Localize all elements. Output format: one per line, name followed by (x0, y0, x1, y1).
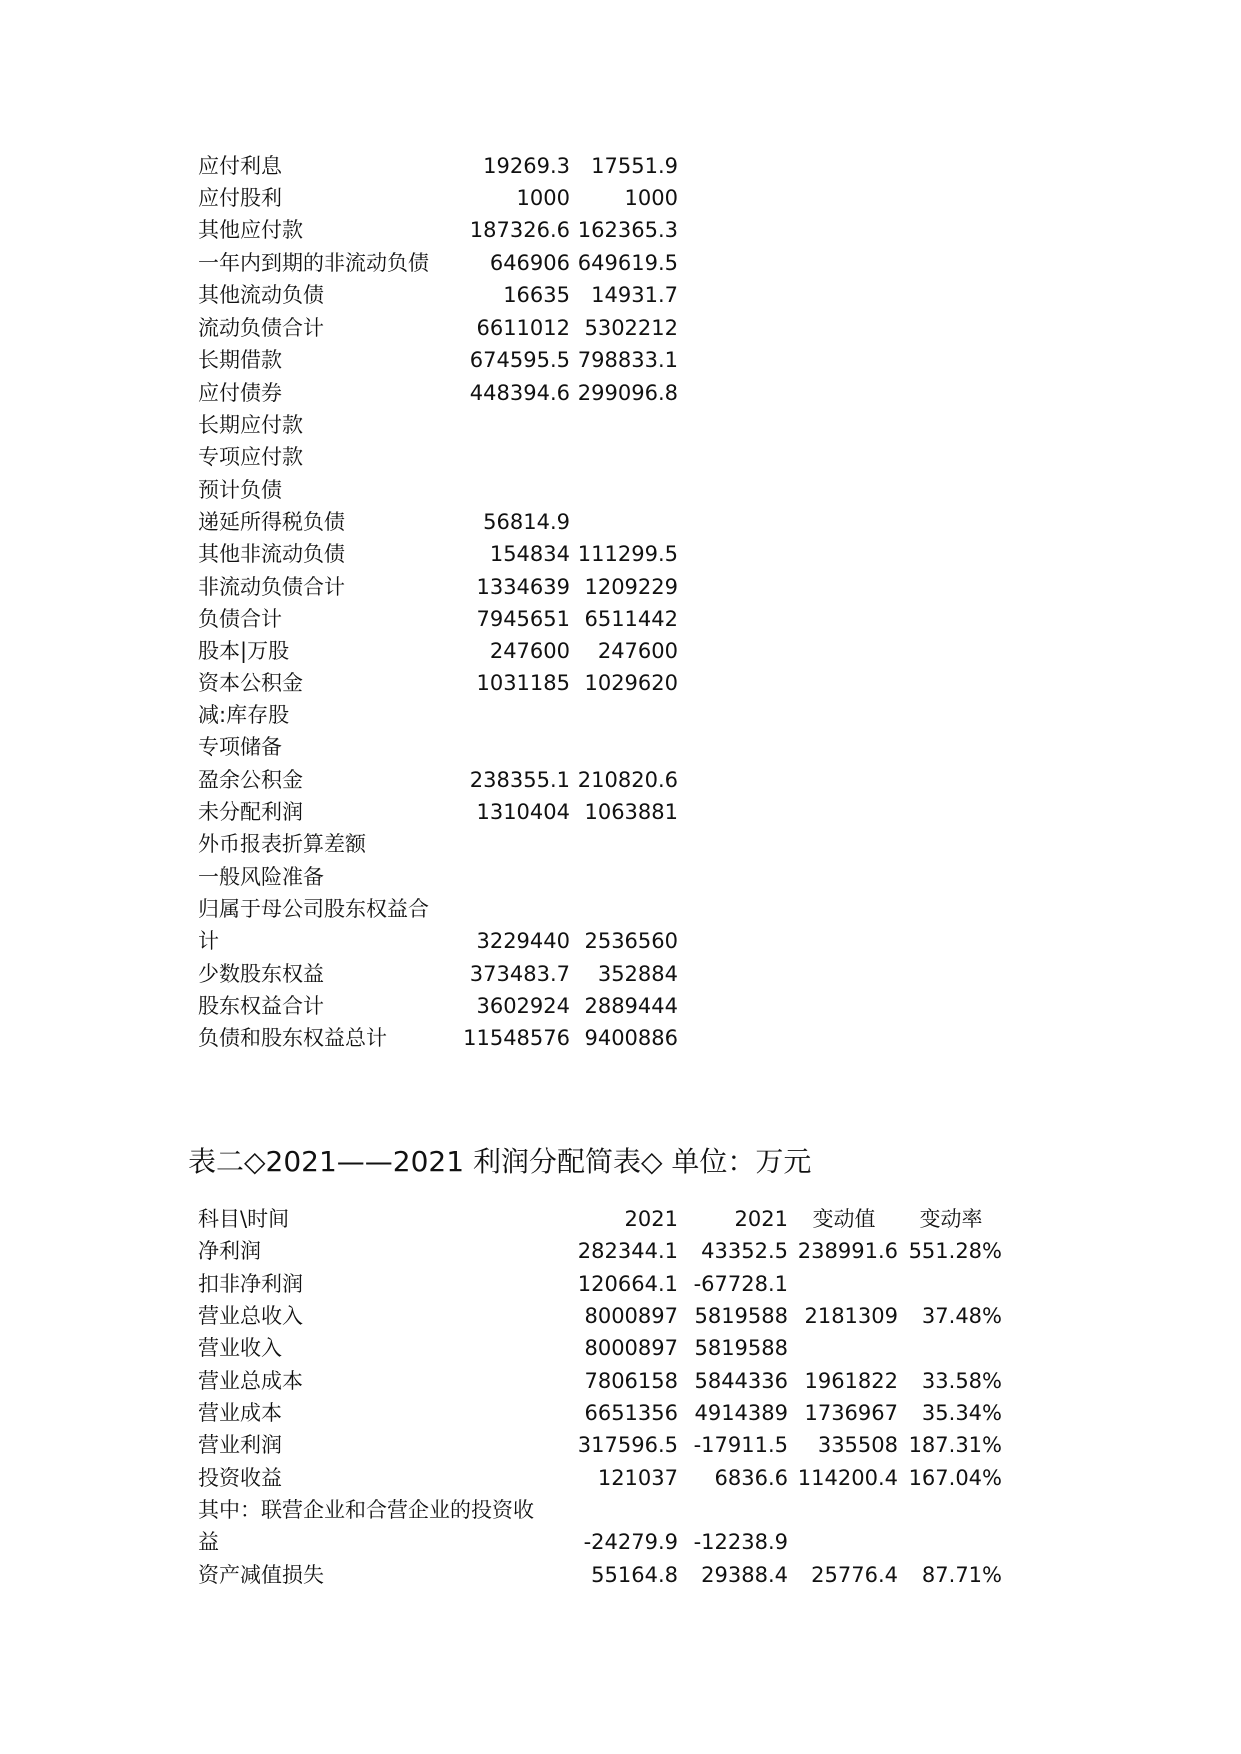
value-col2: 2536560 (584, 929, 678, 953)
table-row (0, 958, 1241, 990)
value-col1: 238355.1 (469, 768, 570, 792)
value-col2: 247600 (597, 639, 678, 663)
row-label: 一年内到期的非流动负债 (198, 251, 429, 275)
value-col1: 373483.7 (469, 962, 570, 986)
header-label: 科目\时间 (198, 1207, 290, 1231)
value-col1: 55164.8 (591, 1563, 678, 1587)
value-col1: 154834 (489, 542, 570, 566)
value-col4: 167.04% (908, 1466, 1002, 1490)
row-label: 长期应付款 (198, 413, 303, 437)
value-col1: 282344.1 (577, 1239, 678, 1263)
table-row (0, 1300, 1241, 1332)
row-label: 少数股东权益 (198, 962, 324, 986)
table-row (0, 667, 1241, 699)
value-col4: 87.71% (921, 1563, 1002, 1587)
value-col1: 8000897 (584, 1336, 678, 1360)
row-label: 预计负债 (198, 478, 282, 502)
table-row (0, 764, 1241, 796)
row-label: 应付利息 (198, 154, 282, 178)
value-col2: 798833.1 (577, 348, 678, 372)
value-col1: 16635 (503, 283, 570, 307)
table-header-row (0, 1203, 1241, 1235)
value-col1: 7806158 (584, 1369, 678, 1393)
value-col1: 646906 (489, 251, 570, 275)
table-row (0, 279, 1241, 311)
row-label: 一般风险准备 (198, 865, 324, 889)
table-row (0, 699, 1241, 731)
value-col2: 5844336 (694, 1369, 788, 1393)
row-label: 营业收入 (198, 1336, 282, 1360)
value-col4: 187.31% (908, 1433, 1002, 1457)
value-col2: 162365.3 (577, 218, 678, 242)
row-label: 长期借款 (198, 348, 282, 372)
value-col1: 1031185 (476, 671, 570, 695)
header-col3: 变动值 (812, 1207, 876, 1231)
row-label: 营业总成本 (198, 1369, 303, 1393)
value-col2: 1209229 (584, 575, 678, 599)
row-label: 营业成本 (198, 1401, 282, 1425)
value-col1: 7945651 (476, 607, 570, 631)
value-col2: 5302212 (584, 316, 678, 340)
value-col2: 111299.5 (577, 542, 678, 566)
value-col2: 5819588 (694, 1336, 788, 1360)
table-row (0, 150, 1241, 182)
table-row (0, 1022, 1241, 1054)
row-label: 外币报表折算差额 (198, 832, 366, 856)
row-label: 其他应付款 (198, 218, 303, 242)
value-col2: 9400886 (584, 1026, 678, 1050)
table-row (0, 1526, 1241, 1558)
value-col1: 247600 (489, 639, 570, 663)
table-row (0, 474, 1241, 506)
row-label: 其中：联营企业和合营企业的投资收 (198, 1498, 534, 1522)
value-col1: 6611012 (476, 316, 570, 340)
table-row (0, 861, 1241, 893)
row-label: 其他非流动负债 (198, 542, 345, 566)
value-col3: 114200.4 (797, 1466, 898, 1490)
row-label: 减:库存股 (198, 703, 290, 727)
table-row (0, 1235, 1241, 1267)
row-label: 盈余公积金 (198, 768, 303, 792)
value-col2: 352884 (597, 962, 678, 986)
table-row (0, 731, 1241, 763)
table-row (0, 828, 1241, 860)
value-col2: 1029620 (584, 671, 678, 695)
value-col3: 1961822 (804, 1369, 898, 1393)
value-col2: 6836.6 (714, 1466, 788, 1490)
value-col4: 35.34% (921, 1401, 1002, 1425)
value-col2: 649619.5 (577, 251, 678, 275)
row-label: 股本|万股 (198, 639, 290, 663)
value-col2: 299096.8 (577, 381, 678, 405)
row-label: 净利润 (198, 1239, 261, 1263)
value-col2: -12238.9 (693, 1530, 788, 1554)
table-row (0, 893, 1241, 925)
value-col3: 238991.6 (797, 1239, 898, 1263)
table-row (0, 377, 1241, 409)
value-col1: 1310404 (476, 800, 570, 824)
value-col4: 33.58% (921, 1369, 1002, 1393)
row-label: 股东权益合计 (198, 994, 324, 1018)
header-col4: 变动率 (919, 1207, 983, 1231)
value-col1: 56814.9 (483, 510, 570, 534)
table-row (0, 538, 1241, 570)
value-col1: 1000 (516, 186, 570, 210)
table-row (0, 441, 1241, 473)
header-col2: 2021 (734, 1207, 788, 1231)
value-col2: 43352.5 (701, 1239, 788, 1263)
row-label: 负债合计 (198, 607, 282, 631)
value-col1: 6651356 (584, 1401, 678, 1425)
row-label: 未分配利润 (198, 800, 303, 824)
row-label: 资产减值损失 (198, 1563, 324, 1587)
value-col1: 3229440 (476, 929, 570, 953)
table-row (0, 214, 1241, 246)
row-label: 应付股利 (198, 186, 282, 210)
table-row (0, 796, 1241, 828)
table-row (0, 312, 1241, 344)
value-col1: 317596.5 (577, 1433, 678, 1457)
value-col1: 3602924 (476, 994, 570, 1018)
table-row (0, 1429, 1241, 1461)
header-col1: 2021 (624, 1207, 678, 1231)
value-col3: 335508 (817, 1433, 898, 1457)
row-label: 益 (198, 1530, 219, 1554)
value-col1: 19269.3 (483, 154, 570, 178)
table-row (0, 571, 1241, 603)
value-col1: 121037 (597, 1466, 678, 1490)
table-row (0, 1494, 1241, 1526)
value-col2: 29388.4 (701, 1563, 788, 1587)
table-row (0, 247, 1241, 279)
row-label: 扣非净利润 (198, 1272, 303, 1296)
table-row (0, 182, 1241, 214)
row-label: 负债和股东权益总计 (198, 1026, 387, 1050)
value-col2: 1000 (624, 186, 678, 210)
value-col1: 187326.6 (469, 218, 570, 242)
table-row (0, 344, 1241, 376)
value-col2: 17551.9 (591, 154, 678, 178)
table-row (0, 1365, 1241, 1397)
value-col1: 448394.6 (469, 381, 570, 405)
value-col2: -17911.5 (693, 1433, 788, 1457)
value-col2: 4914389 (694, 1401, 788, 1425)
value-col4: 37.48% (921, 1304, 1002, 1328)
row-label: 营业总收入 (198, 1304, 303, 1328)
table-row (0, 1462, 1241, 1494)
row-label: 递延所得税负债 (198, 510, 345, 534)
value-col1: -24279.9 (583, 1530, 678, 1554)
value-col1: 11548576 (463, 1026, 570, 1050)
row-label: 营业利润 (198, 1433, 282, 1457)
table-row (0, 1559, 1241, 1591)
row-label: 专项储备 (198, 735, 282, 759)
row-label: 专项应付款 (198, 445, 303, 469)
value-col2: 6511442 (584, 607, 678, 631)
value-col1: 8000897 (584, 1304, 678, 1328)
table-row (0, 1268, 1241, 1300)
table-row (0, 409, 1241, 441)
value-col2: 2889444 (584, 994, 678, 1018)
table-row (0, 1397, 1241, 1429)
profit-table-title: 表二◇2021——2021 利润分配简表◇ 单位：万元 (188, 1145, 812, 1178)
value-col3: 25776.4 (811, 1563, 898, 1587)
row-label: 其他流动负债 (198, 283, 324, 307)
table-row (0, 925, 1241, 957)
value-col2: 14931.7 (591, 283, 678, 307)
value-col2: 1063881 (584, 800, 678, 824)
row-label: 非流动负债合计 (198, 575, 345, 599)
row-label: 计 (198, 929, 219, 953)
row-label: 归属于母公司股东权益合 (198, 897, 429, 921)
table-row (0, 506, 1241, 538)
value-col1: 674595.5 (469, 348, 570, 372)
row-label: 流动负债合计 (198, 316, 324, 340)
value-col2: 5819588 (694, 1304, 788, 1328)
row-label: 资本公积金 (198, 671, 303, 695)
value-col3: 2181309 (804, 1304, 898, 1328)
row-label: 投资收益 (198, 1466, 282, 1490)
value-col2: -67728.1 (693, 1272, 788, 1296)
value-col1: 120664.1 (577, 1272, 678, 1296)
value-col4: 551.28% (908, 1239, 1002, 1263)
table-row (0, 1332, 1241, 1364)
table-row (0, 603, 1241, 635)
value-col3: 1736967 (804, 1401, 898, 1425)
value-col2: 210820.6 (577, 768, 678, 792)
value-col1: 1334639 (476, 575, 570, 599)
row-label: 应付债券 (198, 381, 282, 405)
table-row (0, 990, 1241, 1022)
table-row (0, 635, 1241, 667)
